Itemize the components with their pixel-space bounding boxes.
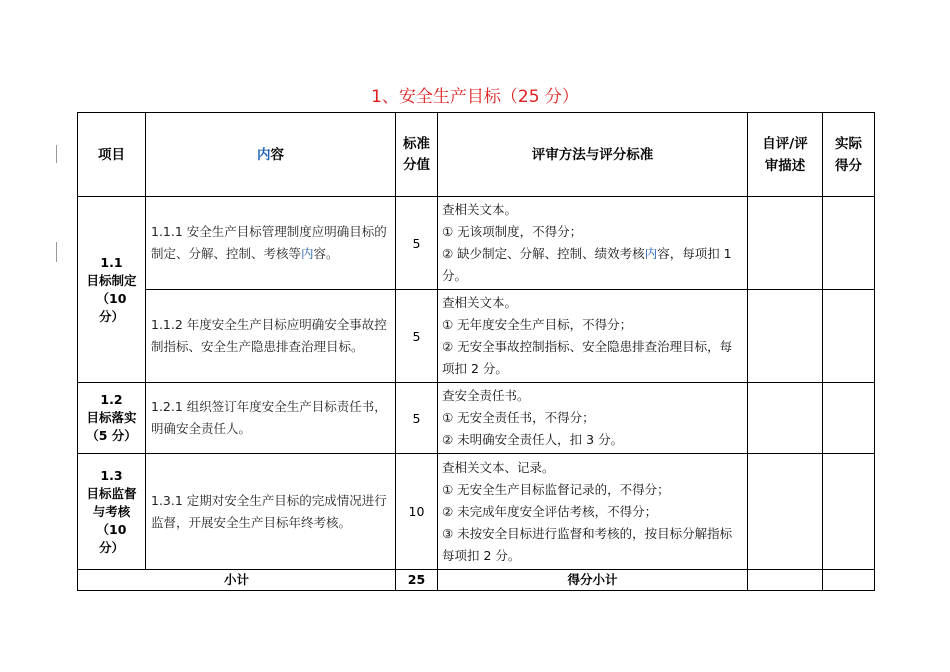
score-subtotal-label: 得分小计	[438, 570, 748, 591]
header-content	[146, 113, 396, 197]
header-score	[396, 113, 438, 197]
actual-score-cell	[823, 383, 875, 454]
header-actual-score: 实际得分	[823, 113, 875, 197]
score-cell: 5	[396, 290, 438, 383]
header-self-eval: 自评/评审描述	[748, 113, 823, 197]
table-row	[78, 383, 875, 454]
table-row	[78, 197, 875, 290]
group-label: 1.3 目标监督 与考核 （10 分）	[78, 454, 146, 570]
content-cell: 1.2.1 组织签订年度安全生产目标责任书，明确安全责任人。	[146, 383, 396, 454]
actual-score-cell	[823, 197, 875, 290]
margin-mark	[56, 242, 57, 262]
subtotal-row	[78, 570, 875, 591]
header-content-pre: 内	[257, 146, 271, 163]
table-row	[78, 290, 875, 383]
header-row	[78, 113, 875, 197]
group-label: 1.2 目标落实 （5 分）	[78, 383, 146, 454]
header-method: 评审方法与评分标准	[438, 113, 748, 197]
header-item: 项目	[78, 113, 146, 197]
subtotal-label: 小计	[78, 570, 396, 591]
table-row	[78, 454, 875, 570]
subtotal-value: 25	[396, 570, 438, 591]
method-cell: 查安全责任书。 ① 无安全责任书，不得分； ② 未明确安全责任人，扣 3 分。	[438, 383, 748, 454]
self-eval-cell	[748, 290, 823, 383]
content-cell: 1.3.1 定期对安全生产目标的完成情况进行监督，开展安全生产目标年终考核。	[146, 454, 396, 570]
score-cell: 10	[396, 454, 438, 570]
actual-subtotal-cell	[823, 570, 875, 591]
self-eval-cell	[748, 197, 823, 290]
score-cell: 5	[396, 383, 438, 454]
group-label: 1.1 目标制定 （10 分）	[78, 197, 146, 383]
self-eval-cell	[748, 383, 823, 454]
method-cell: 查相关文本。 ① 无年度安全生产目标，不得分； ② 无安全事故控制指标、安全隐患排查治理目标，每项扣 2 分。	[438, 290, 748, 383]
score-cell: 5	[396, 197, 438, 290]
header-score-text: 标准分值	[403, 135, 430, 173]
actual-score-cell	[823, 454, 875, 570]
actual-score-cell	[823, 290, 875, 383]
page-title: 1、安全生产目标（25 分）	[371, 87, 579, 107]
content-cell: 1.1.2 年度安全生产目标应明确安全事故控制指标、安全生产隐患排查治理目标。	[146, 290, 396, 383]
self-eval-subtotal-cell	[748, 570, 823, 591]
margin-mark	[56, 145, 57, 163]
header-content-post: 容	[270, 146, 284, 163]
content-cell: 1.1.1 安全生产目标管理制度应明确目标的制定、分解、控制、考核等内容。	[146, 197, 396, 290]
scoring-table	[77, 112, 875, 591]
method-cell: 查相关文本。 ① 无该项制度，不得分； ② 缺少制定、分解、控制、绩效考核内容，每项扣 1 分。	[438, 197, 748, 290]
method-cell: 查相关文本、记录。 ① 无安全生产目标监督记录的，不得分； ② 未完成年度安全评估考核，不得分； ③ 未按安全目标进行监督和考核的，按目标分解指标每项扣 2 分。	[438, 454, 748, 570]
self-eval-cell	[748, 454, 823, 570]
